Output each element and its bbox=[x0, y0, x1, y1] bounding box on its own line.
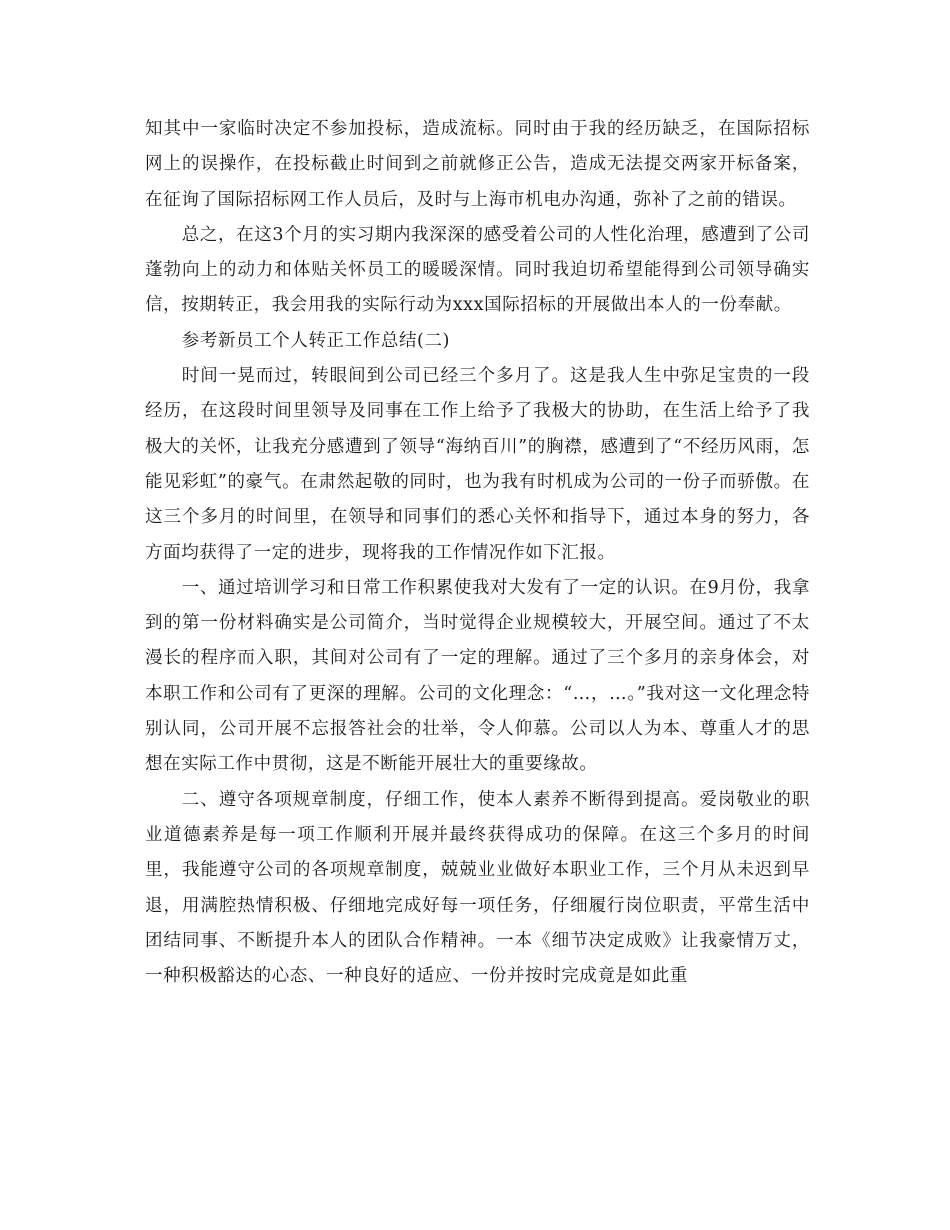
paragraph-conclusion: 总之，在这3个月的实习期内我深深的感受着公司的人性化治理，感遭到了公司蓬勃向上的动力和体贴关怀员工的暖暖深情。同时我迫切希望能得到公司领导确实信，按期转正，我会用我的实际行动为xxx国际招标的开展做出本人的一份奉献。 bbox=[145, 224, 810, 316]
paragraph-point-one: 一、通过培训学习和日常工作积累使我对大发有了一定的认识。在9月份，我拿到的第一份材料确实是公司简介，当时觉得企业规模较大，开展空间。通过了不太漫长的程序而入职，其间对公司有了一定的理解。通过了三个多月的亲身体会，对本职工作和公司有了更深的理解。公司的文化理念：“…，…。”我对这一文化理念特别认同，公司开展不忘报答社会的壮举，令人仰慕。公司以人为本、尊重人才的思想在实际工作中贯彻，这是不断能开展壮大的重要缘故。 bbox=[145, 577, 810, 775]
paragraph-intro: 时间一晃而过，转眼间到公司已经三个多月了。这是我人生中弥足宝贵的一段经历，在这段时间里领导及同事在工作上给予了我极大的协助，在生活上给予了我极大的关怀，让我充分感遭到了领导“海纳百川”的胸襟，感遭到了“不经历风雨，怎能见彩虹”的豪气。在肃然起敬的同时，也为我有时机成为公司的一份子而骄傲。在这三个多月的时间里，在领导和同事们的悉心关怀和指导下，通过本身的努力，各方面均获得了一定的进步，现将我的工作情况作如下汇报。 bbox=[145, 366, 810, 563]
section-heading: 参考新员工个人转正工作总结(二) bbox=[181, 330, 451, 351]
paragraph-point-two: 二、遵守各项规章制度，仔细工作，使本人素养不断得到提高。爱岗敬业的职业道德素养是每一项工作顺利开展并最终获得成功的保障。在这三个多月的时间里，我能遵守公司的各项规章制度，兢兢业业做好本职业工作，三个月从未迟到早退，用满腔热情积极、仔细地完成好每一项任务，仔细履行岗位职责，平常生活中团结同事、不断提升本人的团队合作精神。一本《细节决定成败》让我豪情万丈，一种积极豁达的心态、一种良好的适应、一份并按时完成竟是如此重 bbox=[145, 789, 810, 987]
paragraph-continued: 知其中一家临时决定不参加投标，造成流标。同时由于我的经历缺乏，在国际招标网上的误操作，在投标截止时间到之前就修正公告，造成无法提交两家开标备案，在征询了国际招标网工作人员后，及时与上海市机电办沟通，弥补了之前的错误。 bbox=[145, 119, 810, 210]
